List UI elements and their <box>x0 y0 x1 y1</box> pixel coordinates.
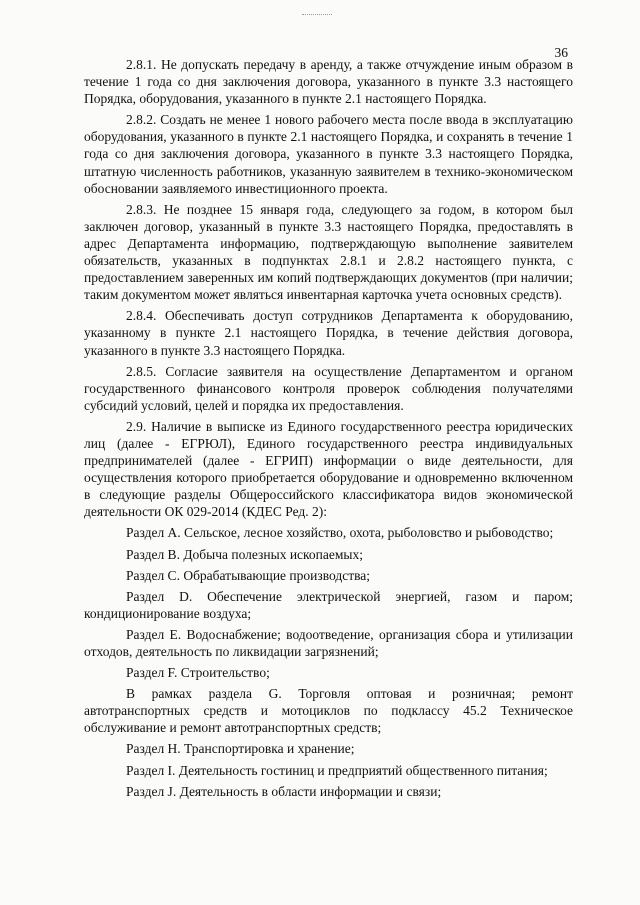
paragraph-2-8-1: 2.8.1. Не допускать передачу в аренду, а также отчуждение иным образом в течение 1 года со дня заключения договора, указанного в пункте 3.3 настоящего Порядка, оборудования, указанного в пункте 2.1 настоящего Порядка. <box>84 57 573 107</box>
section-b: Раздел В. Добыча полезных ископаемых; <box>126 546 363 562</box>
section-g: В рамках раздела G. Торговля оптовая и розничная; ремонт автотранспортных средств и мотоциклов по подклассу 45.2 Техническое обслуживание и ремонт автотранспортных средств; <box>84 686 573 736</box>
section-d: Раздел D. Обеспечение электрической энергией, газом и паром; кондиционирование воздуха; <box>84 588 573 621</box>
paragraph-2-9: 2.9. Наличие в выписке из Единого государственного реестра юридических лиц (далее - ЕГРЮЛ), Единого государственного реестра индивидуальных предпринимателей (далее - ЕГРИП) информации о виде деятельности, для осуществления которого приобретается оборудование и одновременно включенном в следующие разделы Общероссийского классификатора видов экономической деятельности ОК 029-2014 (КДЕС Ред. 2): <box>84 418 573 520</box>
section-j: Раздел J. Деятельность в области информации и связи; <box>126 783 442 799</box>
scan-artifact <box>302 14 332 18</box>
section-h: Раздел Н. Транспортировка и хранение; <box>126 741 355 757</box>
paragraph-2-8-5: 2.8.5. Согласие заявителя на осуществление Департаментом и органом государственного финансового контроля проверок соблюдения получателями субсидий условий, целей и порядка их предоставления. <box>84 363 573 413</box>
section-f: Раздел F. Строительство; <box>126 665 270 681</box>
page-number: 36 <box>554 45 568 60</box>
section-c: Раздел С. Обрабатывающие производства; <box>126 567 371 583</box>
paragraph-2-8-2: 2.8.2. Создать не менее 1 нового рабочего места после ввода в эксплуатацию оборудования, указанного в пункте 2.1 настоящего Порядка, и сохранять в течение 1 года со дня заключения договора, указанного в пункте 3.3 настоящего Порядка, штатную численность работников, указанную заявителем в технико-экономическом обосновании заявляемого инвестиционного проекта. <box>84 112 573 196</box>
section-a: Раздел А. Сельское, лесное хозяйство, охота, рыболовство и рыбоводство; <box>126 525 554 541</box>
document-body <box>84 56 573 804</box>
paragraph-2-8-3: 2.8.3. Не позднее 15 января года, следующего за годом, в котором был заключен договор, указанный в пункте 3.3 настоящего Порядка, предоставлять в адрес Департамента информацию, подтверждающую выполнение заявителем обязательств, указанных в подпунктах 2.8.1 и 2.8.2 настоящего пункта, с предоставлением заверенных им копий подтверждающих документов (при наличии; таким документом может являться инвентарная карточка учета основных средств). <box>84 201 573 303</box>
section-i: Раздел I. Деятельность гостиниц и предприятий общественного питания; <box>126 762 548 778</box>
paragraph-2-8-4: 2.8.4. Обеспечивать доступ сотрудников Департамента к оборудованию, указанному в пункте 2.1 настоящего Порядка, в течение действия договора, указанного в пункте 3.3 настоящего Порядка. <box>84 308 573 358</box>
section-e: Раздел Е. Водоснабжение; водоотведение, организация сбора и утилизации отходов, деятельность по ликвидации загрязнений; <box>84 626 573 659</box>
